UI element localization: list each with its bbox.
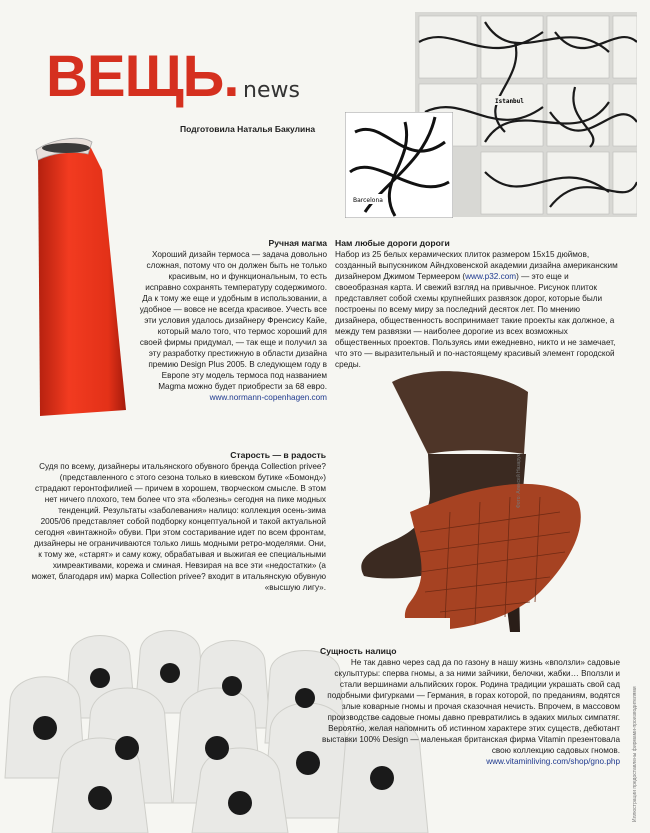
barcelona-tile: [345, 112, 453, 218]
gnomes-body: Не так давно через сад да по газону в нашу жизнь «вползли» садовые скульптуры: сперва гномы, а за ними зайчики, белочки, жабки… Вползли и стали вершинами альпийских горок. Родина традиции украшать свой сад подобными фигурками — Германия, в горах которой, по преданиям, водятся злые коварные гномы и прочая сказочная нечисть. Впрочем, в массовом производстве садовые гномы давно превратились в эдаких милых симпатяг. Вероятно, желая напомнить об истинном характере этих существ, дебютант выставки 100% Design — маленькая британская фирма Vitamin презентовала свою коллекцию садовых гномов.: [322, 658, 620, 755]
shoes-heading: Старость — в радость: [230, 450, 326, 460]
shoes-article: [30, 450, 326, 593]
thermos-body: Хороший дизайн термоса — задача довольно сложная, потому что он должен быть не только красивым, но и функциональным, то есть исправно сохранять температуру содержимого. Да к тому же еще и удобным в использовании, а удобное — вовсе не всегда красивое. Учесть все эти условия удалось дизайнеру Френсису Кайе, который мало того, что термос хороший для своей фирмы придумал, — так еще и получил за эту разработку престижную в области дизайна премию Design Plus 2005. В следующем году в Европе эту модель термоса под названием Magma можно будет приобрести за 68 евро.: [139, 250, 327, 391]
photo-credit: Фото: Алексей Назарук: [516, 454, 522, 508]
roads-link[interactable]: www.p32.com: [465, 272, 517, 281]
thermos-photo: [30, 130, 130, 422]
masthead-title: ВЕЩЬ.: [46, 44, 239, 109]
barcelona-label: Barcelona: [353, 197, 383, 204]
roads-body: Набор из 25 белых керамических плиток размером 15х15 дюймов, созданный выпускником Айндховенской академии дизайна американским дизайнером Джимом Термеером (www.p32.com) — это еще и своеобразная карта. И свежий взгляд на привычное. Рисунок плиток представляет собой схемы крупнейших развязок дорог, которые были построены по всему миру за последний десяток лет. По мнению дизайнера, общественность воспринимает такие проекты как должное, а между тем развязки — наиболее дорогие из всех возможных общественных проектов. Пользуясь ими ежедневно, никто и не замечает, что это — выразительный и по-настоящему красивый элемент городской среды.: [335, 250, 618, 369]
shoes-body: Судя по всему, дизайнеры итальянского обувного бренда Collection privee? (представленного с этого сезона только в киевском бутике «Бомонд») страдают геронтофилией — причем в хорошем, творческом смысле. В этом нет ничего плохого, тем более что эта «болезнь» сегодня на пике модных тенденций. Результаты «заболевания» налицо: коллекция осень-зима 2005/06 представляет собой подборку концептуальной и такой актуальной сегодня «винтажной» обуви. При этом состаривание идет по всем фронтам, дизайнеры не ограничиваются только лишь модными ретро-моделями. Они, к тому же, «старят» и саму кожу, обрабатывая и выжигая ее специальными химреактивами, корежа и сминая. Невзирая на все эти «недостатки» (а может, благодаря им) марка Collection privee? входит в итальянскую обувную «высшую лигу».: [31, 462, 326, 592]
gnomes-article: [320, 646, 620, 767]
roads-article: [335, 238, 623, 370]
istanbul-label: Istanbul: [495, 98, 524, 105]
side-note: Иллюстрации предоставлены фирмами-производителями: [632, 686, 638, 822]
gnomes-link[interactable]: www.vitaminliving.com/shop/gno.php: [486, 757, 620, 766]
author-credit: Подготовила Наталья Бакулина: [180, 124, 316, 134]
roads-heading: Нам любые дороги дороги: [335, 238, 450, 248]
thermos-link[interactable]: www.normann-copenhagen.com: [209, 393, 327, 402]
thermos-article: [137, 238, 327, 403]
thermos-heading: Ручная магма: [268, 238, 327, 248]
shoes-photo: [350, 362, 590, 635]
gnomes-heading: Сущность налицо: [320, 646, 397, 656]
masthead-subtitle: news: [243, 78, 300, 103]
